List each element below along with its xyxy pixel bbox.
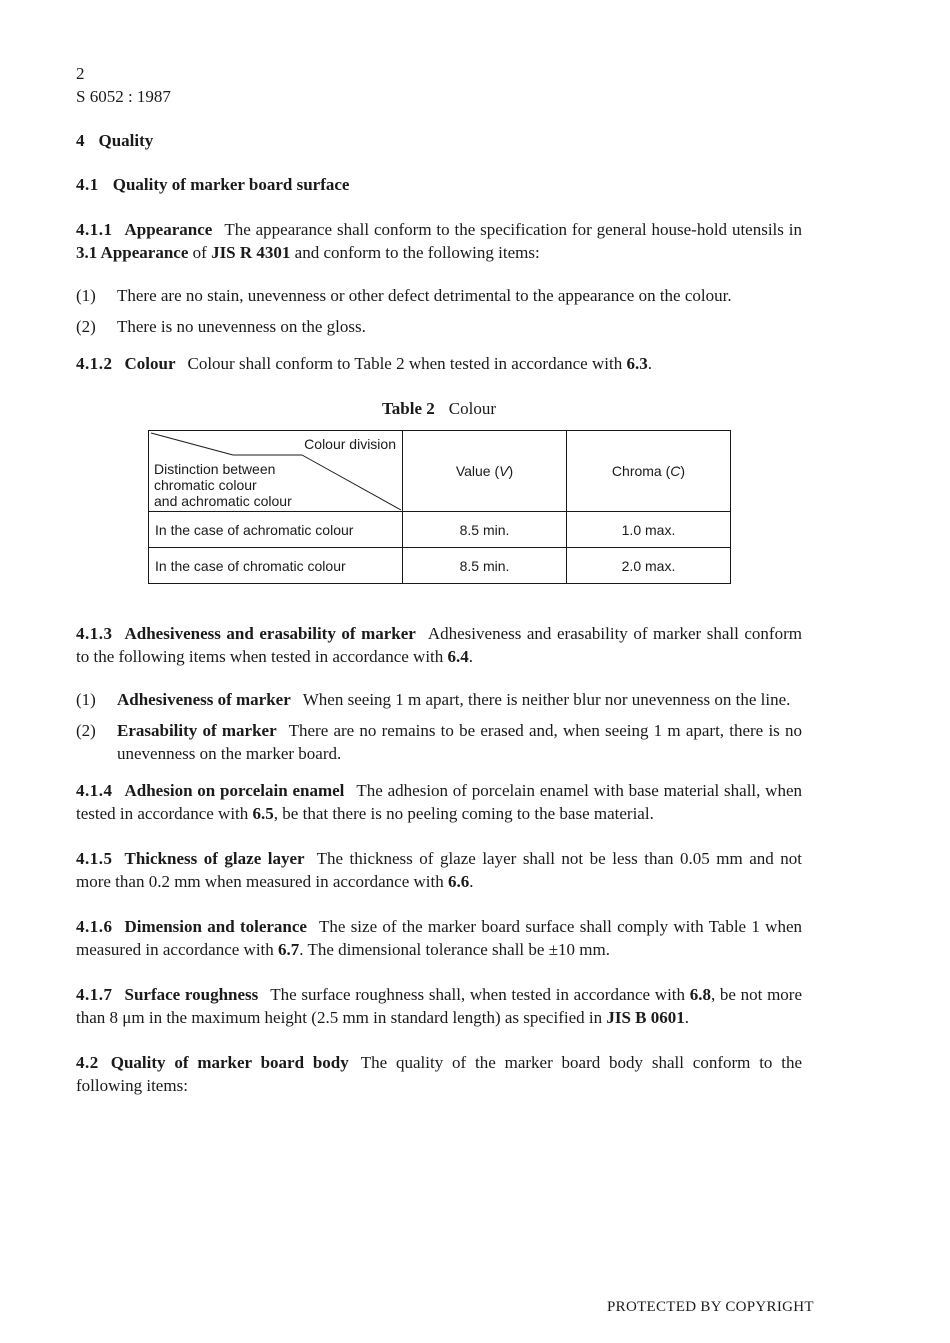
clause-title: Quality of marker board body [110,1053,349,1072]
section-number: 4 [76,131,85,150]
colour-table [148,430,731,584]
clause-text: The appearance shall conform to the specification for general house-hold utensils in [224,220,802,239]
clause-title: Dimension and tolerance [124,917,307,936]
clause-title: Thickness of glaze layer [124,849,305,868]
clause-title: Appearance [124,220,213,239]
chroma-cell: 2.0 max. [567,548,731,584]
clause-4-2 [76,1051,802,1097]
header-symbol: V [499,463,509,479]
list-item [76,315,802,338]
section-title: Quality of marker board surface [112,175,350,194]
table-row [149,512,731,548]
section-4-heading [76,129,802,152]
table-caption [76,397,802,420]
clause-4-1-4 [76,779,802,825]
header-symbol: C [670,463,681,479]
clause-number: 4.1.2 [76,354,113,373]
value-cell: 8.5 min. [403,548,567,584]
item-marker: (1) [76,690,96,709]
clause-4-1-6 [76,915,802,961]
clause-reference: 6.4 [447,647,469,666]
clause-reference: 6.6 [447,872,470,891]
chroma-column-header [567,431,731,512]
page-number: 2 [76,64,85,83]
clause-number: 4.1.1 [76,220,113,239]
clause-text: The size of the marker board surface shall comply with Table 1 when measured in accordance with [76,917,802,959]
distinction-label-line: Distinction between [154,461,276,477]
row-label: In the case of achromatic colour [149,512,403,548]
appearance-items [76,284,802,338]
value-cell: 8.5 min. [403,512,567,548]
clause-text: The surface roughness shall, when tested in accordance with [270,985,690,1004]
item-text: There is no unevenness on the gloss. [117,317,366,336]
list-item [76,284,802,307]
clause-reference: 6.7 [278,940,300,959]
clause-reference: 3.1 Appearance [76,243,189,262]
copyright-notice: PROTECTED BY COPYRIGHT [607,1299,814,1315]
section-4-1-heading [76,173,802,196]
colour-division-label: Colour division [304,436,396,452]
clause-text: The thickness of glaze layer shall not be less than 0.05 mm and not more than 0.2 mm when measured in accordance with [76,849,802,891]
clause-number: 4.1.7 [76,985,113,1004]
value-column-header [403,431,567,512]
table-title: Colour [448,399,496,418]
table-label: Table 2 [382,399,435,418]
item-marker: (1) [76,286,96,305]
table-row [149,548,731,584]
distinction-label [154,461,292,509]
distinction-label-line: chromatic colour [154,477,257,493]
clause-text: , be that there is no peeling coming to the base material. [273,804,654,823]
section-number: 4.1 [76,175,99,194]
header-text: ) [508,463,514,479]
clause-reference: 6.3 [626,354,648,373]
clause-number: 4.2 [76,1053,99,1072]
distinction-label-line: and achromatic colour [154,493,292,509]
clause-text: . [469,872,474,891]
clause-4-1-7 [76,983,802,1029]
item-text: There are no remains to be erased and, when seeing 1 m apart, there is no unevenness on the marker board. [117,721,802,763]
clause-text: and conform to the following items: [290,243,540,262]
clause-text: of [188,243,212,262]
clause-text: Colour shall conform to Table 2 when tested in accordance with [187,354,627,373]
clause-text: The adhesion of porcelain enamel with base material shall, when tested in accordance with [76,781,802,823]
clause-title: Colour [124,354,176,373]
item-title: Adhesiveness of marker [117,690,291,709]
item-text: When seeing 1 m apart, there is neither blur nor unevenness on the line. [302,690,791,709]
header-text: Chroma ( [611,463,671,479]
clause-title: Adhesiveness and erasability of marker [124,624,416,643]
clause-text: , be not more than 8 μm in the maximum height (2.5 mm in standard length) as specified in [76,985,803,1027]
list-item [76,719,802,765]
header-text: ) [680,463,686,479]
clause-reference: 6.5 [252,804,274,823]
clause-number: 4.1.4 [76,781,113,800]
clause-number: 4.1.6 [76,917,113,936]
row-label: In the case of chromatic colour [149,548,403,584]
clause-text: . [684,1008,690,1027]
clause-title: Adhesion on porcelain enamel [124,781,345,800]
document-id: S 6052 : 1987 [76,87,171,106]
page-content [76,62,802,1097]
clause-reference: 6.8 [689,985,711,1004]
list-item [76,688,802,711]
item-marker: (2) [76,721,96,740]
item-marker: (2) [76,317,96,336]
chroma-cell: 1.0 max. [567,512,731,548]
table-header-row [149,431,731,512]
clause-number: 4.1.5 [76,849,113,868]
clause-4-1-5 [76,847,802,893]
clause-text: Adhesiveness and erasability of marker shall conform to the following items when tested in accordance with [76,624,802,666]
clause-text: The quality of the marker board body shall conform to the following items: [76,1053,802,1095]
clause-4-1-3 [76,622,802,668]
clause-text: . [468,647,474,666]
clause-title: Surface roughness [124,985,259,1004]
header-text: Value ( [455,463,500,479]
standard-reference: JIS R 4301 [211,243,291,262]
clause-text: . The dimensional tolerance shall be ±10 mm. [299,940,610,959]
clause-text: . [647,354,652,373]
clause-number: 4.1.3 [76,624,113,643]
standard-reference: JIS B 0601 [606,1008,685,1027]
table-corner-cell [149,431,403,512]
section-title: Quality [98,131,154,150]
clause-4-1-1 [76,218,802,264]
item-text: There are no stain, unevenness or other defect detrimental to the appearance on the colour. [117,286,732,305]
marker-items [76,688,802,765]
item-title: Erasability of marker [117,721,277,740]
clause-4-1-2 [76,352,802,375]
